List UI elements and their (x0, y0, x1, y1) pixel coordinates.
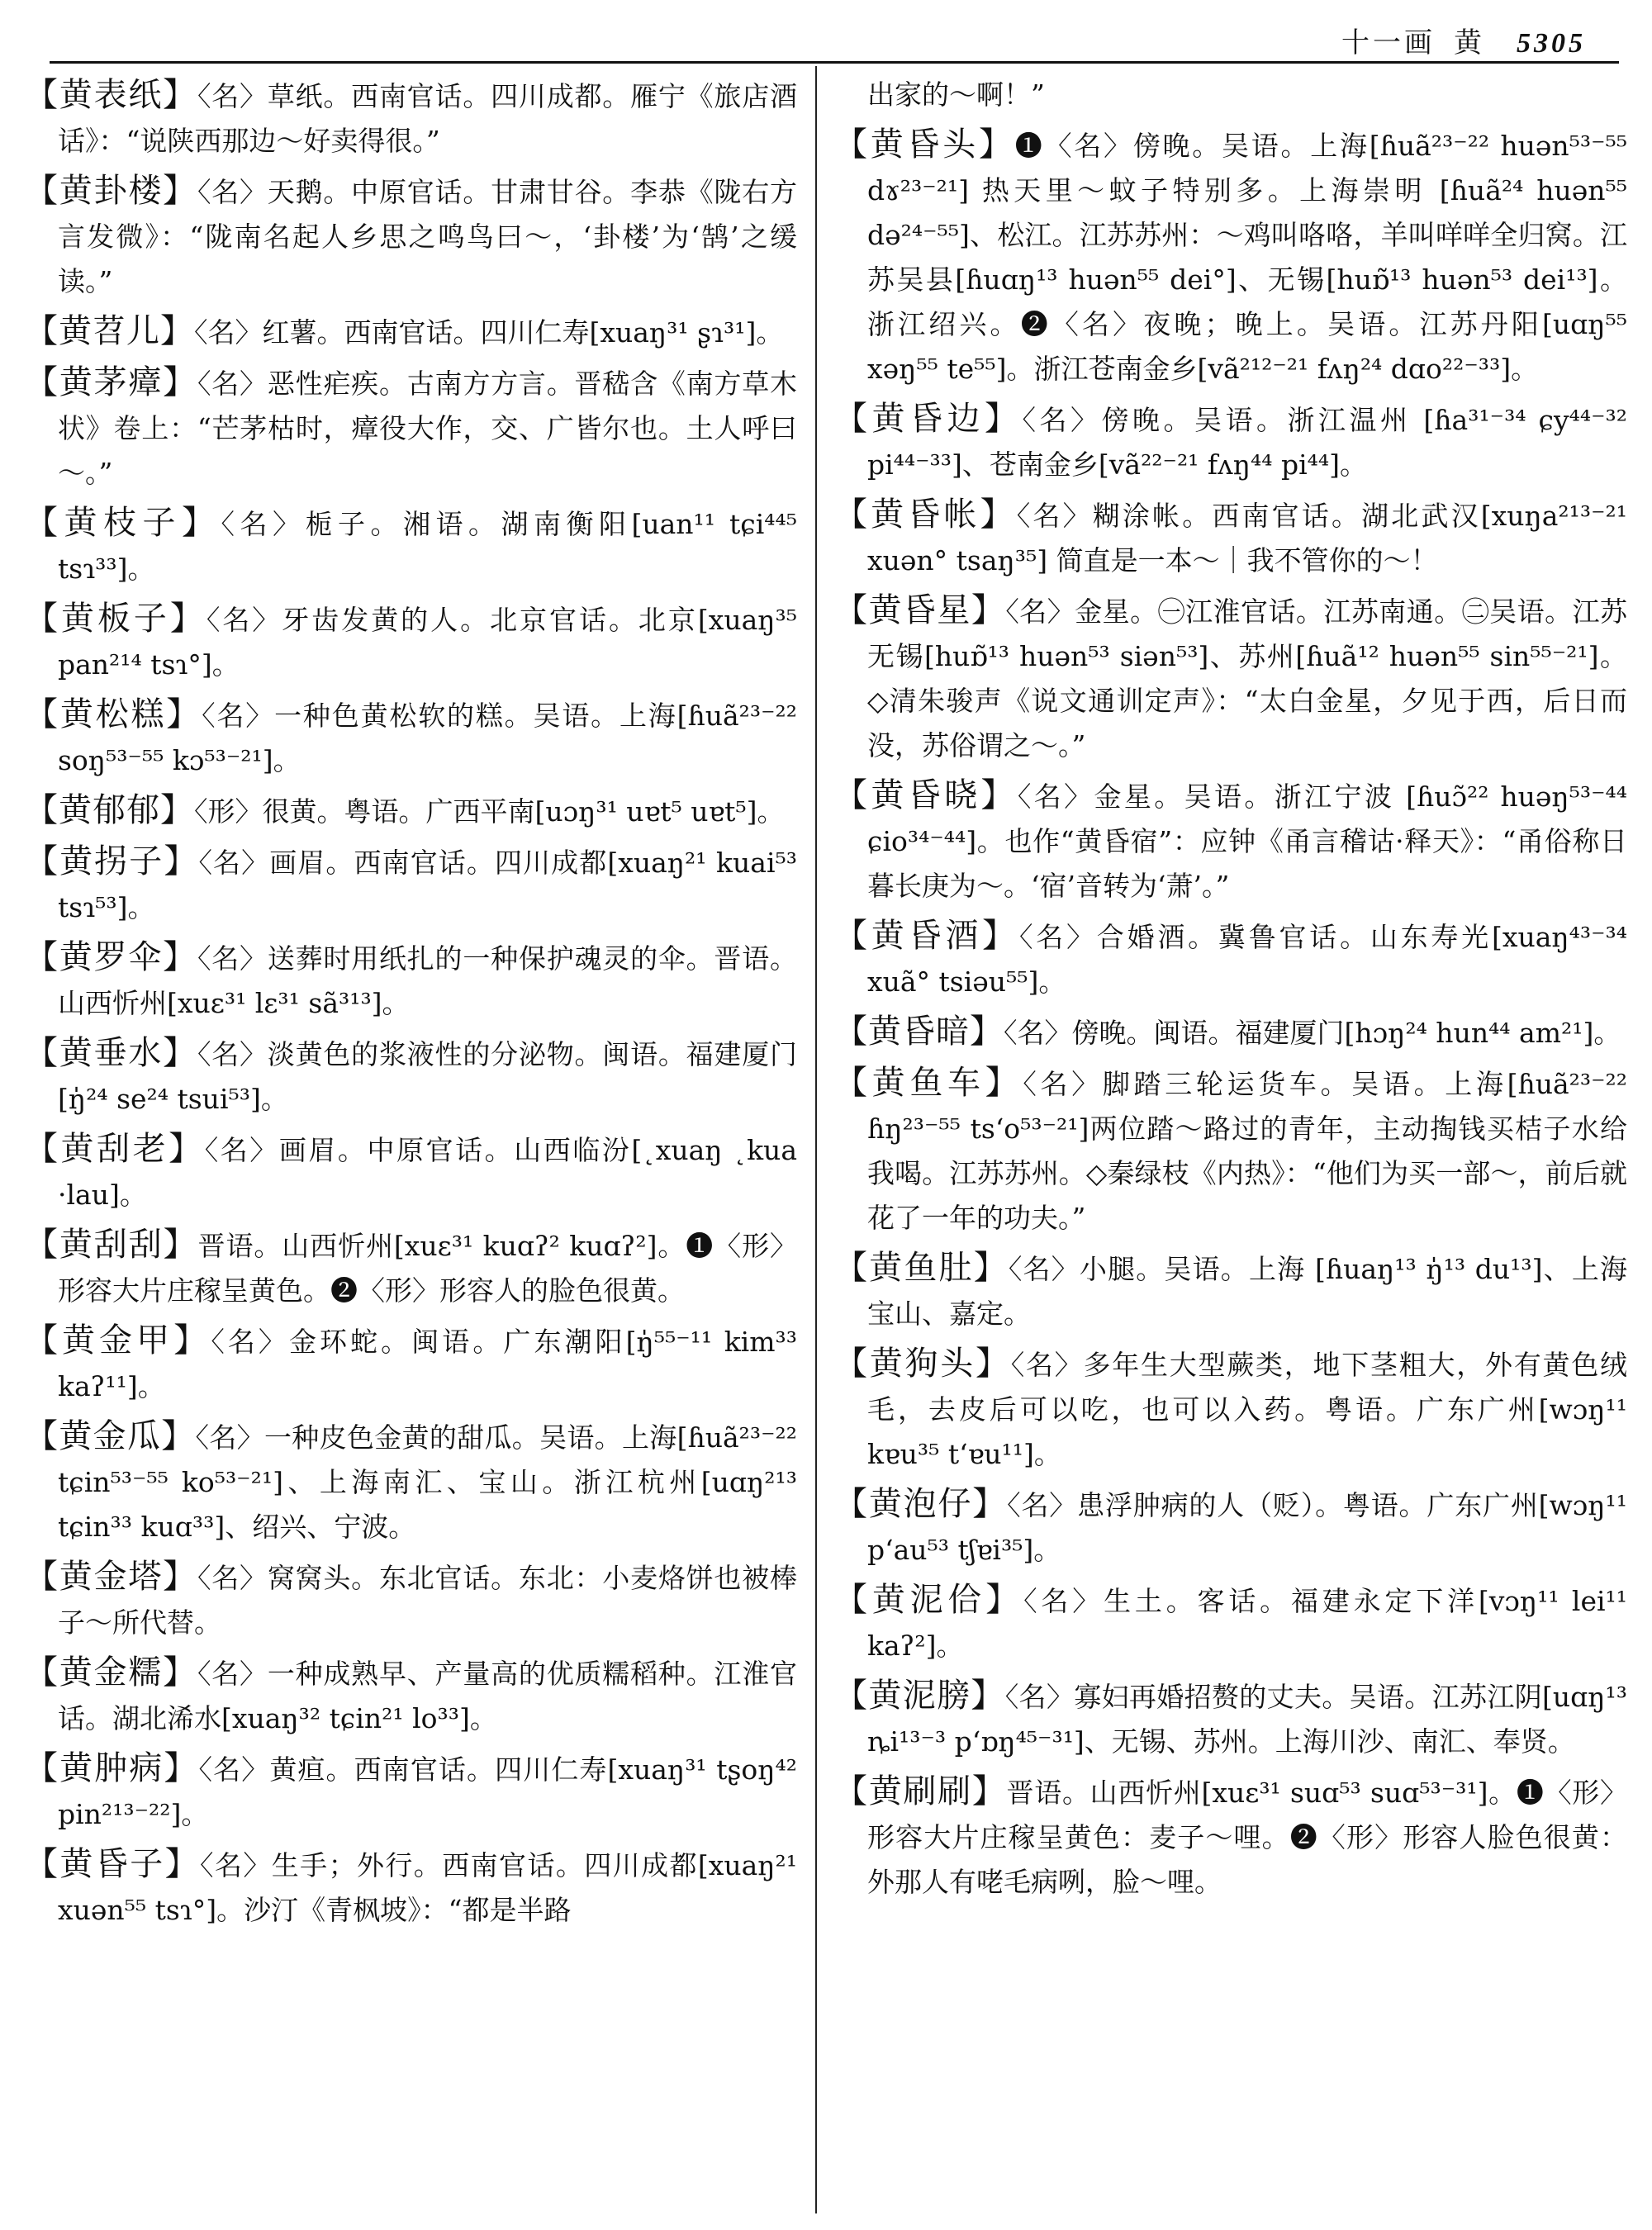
entry-definition: 〈名〉糊涂帐。西南官话。湖北武汉[xuŋa²¹³⁻²¹ xuən° tsaŋ³⁵] 简直是一本～｜我不管你的～！ (867, 500, 1627, 576)
dictionary-entry (834, 1009, 1627, 1056)
entry-headword: 【黄昏头】 (834, 126, 1015, 164)
dictionary-entry (834, 773, 1627, 909)
entry-headword: 【黄昏晓】 (834, 776, 1018, 814)
entry-headword: 【黄昏帐】 (834, 496, 1017, 534)
entry-headword: 【黄狗头】 (834, 1345, 1011, 1383)
dictionary-entry (834, 1578, 1627, 1668)
running-head (1341, 20, 1586, 60)
entry-definition: 晋语。山西忻州[xuɛ³¹ kuɑʔ² kuɑʔ²]。❶〈形〉形容大片庄稼呈黄色。❷〈形〉形容人的脸色很黄。 (58, 1230, 797, 1307)
dictionary-entry (25, 1127, 797, 1217)
entry-headword: 【黄昏边】 (834, 400, 1023, 438)
entry-definition: 〈名〉红薯。西南官话。四川仁寿[xuaŋ³¹ ʂɿ³¹]。 (194, 316, 784, 349)
dictionary-entry (25, 1650, 797, 1741)
entry-headword: 【黄昏酒】 (834, 917, 1019, 955)
dictionary-entry (25, 1746, 797, 1837)
entry-headword: 【黄刮老】 (25, 1130, 205, 1168)
entry-headword: 【黄昏暗】 (834, 1013, 1004, 1051)
dictionary-entry (25, 1222, 797, 1313)
entry-definition: 〈名〉黄疸。西南官话。四川仁寿[xuaŋ³¹ tʂoŋ⁴² pin²¹³⁻²²]。 (58, 1753, 797, 1830)
entry-definition: 〈名〉金星。㊀江淮官话。江苏南通。㊁吴语。江苏无锡[huɒ̃¹³ huən⁵³ siən⁵³]、苏州[ɦuã¹² huən⁵⁵ sin⁵⁵⁻²¹]。◇清朱骏声《说文通训定声》：“太白金星，夕见于西，后日而没，苏俗谓之～。” (867, 595, 1627, 762)
entry-definition: 〈名〉金星。吴语。浙江宁波 [ɦuɔ̃²² huəŋ⁵³⁻⁴⁴ ɕio³⁴⁻⁴⁴]。也作“黄昏宿”：应钟《甬言稽诂·释天》：“甬俗称日暮长庚为～。‘宿’音转为‘萧’。” (867, 780, 1627, 902)
page-header (50, 15, 1602, 59)
entry-headword: 【黄昏子】 (25, 1845, 201, 1883)
entry-headword: 【黄肿病】 (25, 1749, 199, 1787)
entry-headword: 【黄昏星】 (834, 591, 1006, 629)
right-column (834, 73, 1627, 2213)
entry-definition: 〈名〉一种皮色金黄的甜瓜。吴语。上海[ɦuã²³⁻²² tɕin⁵³⁻⁵⁵ ko⁵³⁻²¹]、上海南汇、宝山。浙江杭州[uɑŋ²¹³ tɕin³³ kuɑ³³]、绍兴、宁波。 (58, 1421, 797, 1543)
entry-headword: 【黄郁郁】 (25, 791, 194, 829)
dictionary-entry (25, 1031, 797, 1122)
dictionary-entry (834, 1673, 1627, 1764)
entry-definition: 〈名〉一种色黄松软的糕。吴语。上海[ɦuã²³⁻²² soŋ⁵³⁻⁵⁵ kɔ⁵³⁻²¹]。 (58, 700, 797, 776)
entry-definition: 〈名〉寡妇再婚招赘的丈夫。吴语。江苏江阴[uɑŋ¹³ ȵi¹³⁻³ p‘ɒŋ⁴⁵⁻³¹]、无锡、苏州。上海川沙、南汇、奉贤。 (867, 1681, 1627, 1758)
entry-headword: 【黄松糕】 (25, 695, 202, 733)
entry-definition: 〈名〉脚踏三轮运货车。吴语。上海[ɦuã²³⁻²² ɦŋ²³⁻⁵⁵ ts‘o⁵³⁻²¹]两位踏～路过的青年，主动掏钱买桔子水给我喝。江苏苏州。◇秦绿枝《内热》：“他们为买一部～，前后就花了一年的功夫。” (867, 1068, 1627, 1234)
entry-definition: 〈名〉栀子。湘语。湖南衡阳[uan¹¹ tɕi⁴⁴⁵ tsɿ³³]。 (58, 508, 797, 585)
dictionary-entry (25, 935, 797, 1026)
entry-definition: 〈名〉淡黄色的浆液性的分泌物。闽语。福建厦门[ŋ̍²⁴ se²⁴ tsui⁵³]。 (58, 1038, 797, 1115)
entry-definition: 〈形〉很黄。粤语。广西平南[uɔŋ³¹ uɐt⁵ uɐt⁵]。 (194, 795, 785, 828)
dictionary-entry (834, 396, 1627, 487)
dictionary-entry (834, 1245, 1627, 1336)
dictionary-entry (25, 360, 797, 496)
right-entries (834, 122, 1627, 1905)
entry-headword: 【黄拐子】 (25, 842, 199, 880)
entry-headword: 【黄泥佮】 (834, 1581, 1024, 1619)
entry-definition: 〈名〉生土。客话。福建永定下洋[vɔŋ¹¹ lei¹¹ kaʔ²]。 (867, 1585, 1627, 1662)
entry-headword: 【黄鱼车】 (834, 1064, 1023, 1102)
dictionary-entry (25, 73, 797, 164)
dictionary-entry (834, 588, 1627, 768)
dictionary-entry (25, 501, 797, 591)
dictionary-entry (834, 122, 1627, 391)
dictionary-entry (25, 168, 797, 304)
entry-definition: 〈名〉傍晚。闽语。福建厦门[hɔŋ²⁴ hun⁴⁴ am²¹]。 (1004, 1017, 1621, 1049)
entry-definition: 〈名〉傍晚。吴语。浙江温州 [ɦa³¹⁻³⁴ ɕy⁴⁴⁻³² pi⁴⁴⁻³³]、苍南金乡[vã²²⁻²¹ fʌŋ⁴⁴ pi⁴⁴]。 (867, 404, 1627, 481)
entry-definition: 〈名〉画眉。中原官话。山西临汾[˛xuaŋ ˛kua ·lau]。 (58, 1134, 797, 1211)
entry-headword: 【黄茅瘴】 (25, 363, 197, 401)
page-number: 5305 (1517, 28, 1586, 59)
dictionary-entry (834, 1482, 1627, 1573)
entry-definition: 〈名〉草纸。西南官话。四川成都。雁宁《旅店酒话》：“说陕西那边～好卖得很。” (58, 80, 797, 157)
entry-headword: 【黄板子】 (25, 600, 206, 638)
dictionary-entry (834, 1769, 1627, 1905)
entry-definition: 〈名〉牙齿发黄的人。北京官话。北京[xuaŋ³⁵ pan²¹⁴ tsɿ°]。 (58, 604, 797, 681)
dictionary-entry (25, 1414, 797, 1549)
entry-definition: 〈名〉金环蛇。闽语。广东潮阳[ŋ̍⁵⁵⁻¹¹ kim³³ kaʔ¹¹]。 (58, 1326, 797, 1402)
dictionary-entry (834, 913, 1627, 1004)
entry-definition: 晋语。山西忻州[xuɛ³¹ suɑ⁵³ suɑ⁵³⁻³¹]。❶〈形〉形容大片庄稼呈黄色：麦子～哩。❷〈形〉形容人脸色很黄：外那人有咾毛病咧，脸～哩。 (867, 1777, 1627, 1898)
continuation-text: 出家的～啊！” (867, 78, 1045, 111)
dictionary-entry (25, 596, 797, 687)
entry-definition: 〈名〉多年生大型蕨类，地下茎粗大，外有黄色绒毛，去皮后可以吃，也可以入药。粤语。广东广州[wɔŋ¹¹ kɐu³⁵ t‘ɐu¹¹]。 (867, 1349, 1627, 1470)
dictionary-entry (25, 309, 797, 355)
entry-headword: 【黄金瓜】 (25, 1417, 196, 1455)
entry-headword: 【黄垂水】 (25, 1034, 197, 1072)
entry-headword: 【黄苕儿】 (25, 312, 194, 350)
entry-headword: 【黄表纸】 (25, 76, 197, 114)
entry-headword: 【黄刮刮】 (25, 1226, 198, 1264)
entry-definition: 〈名〉生手；外行。西南官话。四川成都[xuaŋ²¹ xuən⁵⁵ tsɿ°]。沙汀《青枫坡》：“都是半路 (58, 1849, 797, 1926)
header-rule (50, 61, 1619, 64)
entry-headword: 【黄鱼肚】 (834, 1249, 1009, 1287)
entry-headword: 【黄金糯】 (25, 1654, 197, 1691)
entry-definition: 〈名〉合婚酒。冀鲁官话。山东寿光[xuaŋ⁴³⁻³⁴ xuã° tsiəu⁵⁵]。 (867, 921, 1627, 998)
dictionary-entry (25, 692, 797, 783)
entry-headword: 【黄金塔】 (25, 1558, 197, 1596)
entry-headword: 【黄罗伞】 (25, 938, 197, 976)
dictionary-entry (834, 1341, 1627, 1477)
entry-definition: 〈名〉送葬时用纸扎的一种保护魂灵的伞。晋语。山西忻州[xuɛ³¹ lɛ³¹ sã³¹³]。 (58, 942, 797, 1019)
entry-definition: 〈名〉天鹅。中原官话。甘肃甘谷。李恭《陇右方言发微》：“陇南名起人乡思之鸣鸟曰～，‘卦楼’为‘鹄’之缓读。” (58, 176, 797, 297)
dictionary-entry (25, 1842, 797, 1933)
dictionary-entry (834, 492, 1627, 583)
entry-headword: 【黄泥膀】 (834, 1677, 1005, 1715)
entry-headword: 【黄枝子】 (25, 504, 221, 542)
entry-definition: 〈名〉患浮肿病的人（贬）。粤语。广东广州[wɔŋ¹¹ p‘au⁵³ tʃɐi³⁵]。 (867, 1489, 1627, 1566)
entry-definition: 〈名〉画眉。西南官话。四川成都[xuaŋ²¹ kuai⁵³ tsɿ⁵³]。 (58, 847, 797, 923)
dictionary-entry (25, 1318, 797, 1409)
entry-definition: 〈名〉一种成熟早、产量高的优质糯稻种。江淮官话。湖北浠水[xuaŋ³² tɕin²¹ lo³³]。 (58, 1658, 797, 1734)
left-column (25, 73, 797, 2213)
radical-label: 黄 (1454, 26, 1485, 59)
entry-headword: 【黄刷刷】 (834, 1772, 1007, 1810)
entry-definition: 〈名〉恶性疟疾。古南方方言。晋嵇含《南方草木状》卷上：“芒茅枯时，瘴役大作，交、广皆尔也。土人呼曰～。” (58, 368, 797, 489)
section-label: 十一画 (1341, 26, 1436, 59)
dictionary-entry (25, 788, 797, 834)
dictionary-entry (25, 839, 797, 930)
entry-headword: 【黄卦楼】 (25, 172, 197, 210)
entry-definition: 〈名〉小腿。吴语。上海 [ɦuaŋ¹³ ŋ̍¹³ du¹³]、上海宝山、嘉定。 (867, 1253, 1627, 1330)
dictionary-entry (25, 1554, 797, 1645)
entry-definition: 〈名〉窝窝头。东北官话。东北：小麦烙饼也被棒子～所代替。 (58, 1562, 797, 1639)
column-divider (815, 66, 817, 2213)
entry-headword: 【黄泡仔】 (834, 1485, 1008, 1523)
entry-headword: 【黄金甲】 (25, 1321, 211, 1359)
dictionary-entry (834, 1060, 1627, 1241)
entry-definition: ❶〈名〉傍晚。吴语。上海[ɦuã²³⁻²² huən⁵³⁻⁵⁵ dɤ²³⁻²¹] 热天里～蚊子特别多。上海崇明 [ɦuã²⁴ huən⁵⁵ də²⁴⁻⁵⁵]、松江。江苏苏州：～鸡叫咯咯，羊叫咩咩全归窝。江苏吴县[ɦuɑŋ¹³ huən⁵⁵ dei°]、无锡[huɒ̃¹³ huən⁵³ dei¹³]。浙江绍兴。❷〈名〉夜晚；晚上。吴语。江苏丹阳[uɑŋ⁵⁵ xəŋ⁵⁵ te⁵⁵]。浙江苍南金乡[vã²¹²⁻²¹ fʌŋ²⁴ dɑo²²⁻³³]。 (867, 130, 1627, 385)
